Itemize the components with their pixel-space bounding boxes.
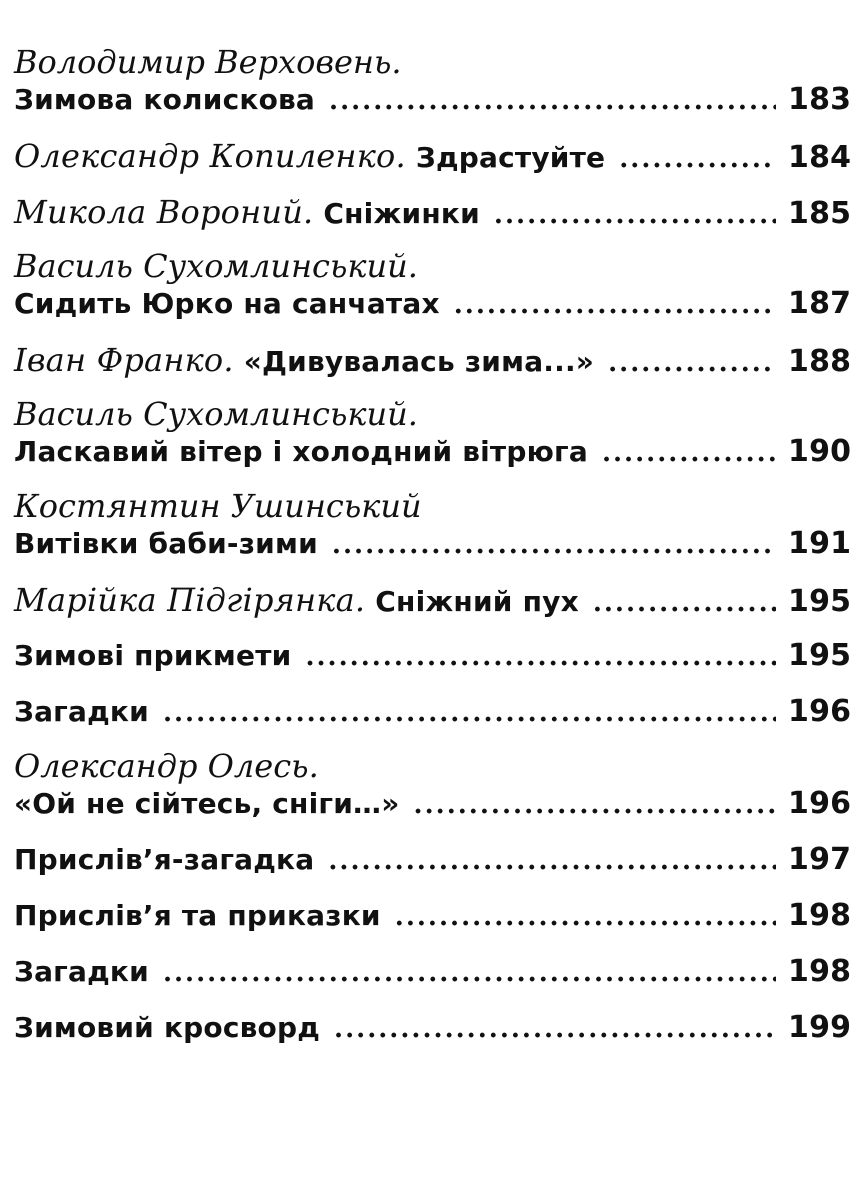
toc-entry (14, 192, 850, 232)
toc-entry (14, 248, 850, 324)
toc-title: Витівки баби-зими (14, 527, 318, 560)
toc-line (14, 580, 850, 620)
toc-line (14, 896, 850, 936)
toc-entry (14, 44, 850, 120)
toc-leader-dots (332, 525, 776, 565)
toc-line (14, 432, 850, 472)
toc-line (14, 840, 850, 880)
toc-line (14, 80, 850, 120)
toc-leader-dots (329, 81, 776, 121)
toc-line (14, 636, 850, 676)
toc-title: Сніжинки (323, 197, 480, 230)
toc-page-number: 183 (788, 82, 852, 117)
toc-page-number: 195 (788, 638, 852, 673)
toc-leader-dots (328, 841, 776, 881)
toc-leader-dots (454, 285, 776, 325)
toc-line (14, 692, 850, 732)
toc-title: Прислів’я та приказки (14, 899, 381, 932)
toc-entry (14, 748, 850, 824)
toc-entry (14, 340, 850, 380)
toc-author: Марійка Підгірянка. (14, 581, 366, 619)
toc-author: Олександр Копиленко. (14, 137, 406, 175)
toc-leader-dots (414, 785, 776, 825)
toc-title: Здрастуйте (415, 141, 606, 174)
toc-line (14, 284, 850, 324)
toc-title: Загадки (14, 695, 149, 728)
toc-line (14, 136, 850, 176)
toc-entry (14, 396, 850, 472)
toc-title: Сніжний пух (375, 585, 579, 618)
toc-line (14, 524, 850, 564)
toc-line (14, 952, 850, 992)
toc-page-number: 199 (788, 1010, 852, 1045)
toc-author: Іван Франко. (14, 341, 234, 379)
toc-page-number: 188 (788, 344, 852, 379)
toc-page-number: 185 (788, 196, 852, 231)
toc-entry (14, 580, 850, 620)
toc-title: Зимовий кросворд (14, 1011, 321, 1044)
toc-author: Василь Сухомлинський. (14, 247, 418, 285)
toc-page-number: 198 (788, 954, 852, 989)
toc-title: Прислів’я-загадка (14, 843, 315, 876)
toc-leader-dots (334, 1009, 776, 1049)
toc-author: Василь Сухомлинський. (14, 395, 418, 433)
toc-page-number: 196 (788, 694, 852, 729)
toc-author: Костянтин Ушинський (14, 487, 422, 525)
toc-page-number: 191 (788, 526, 852, 561)
toc-author: Олександр Олесь. (14, 747, 319, 785)
toc-page-number: 196 (788, 786, 852, 821)
toc-title: «Дивувалась зима...» (243, 345, 595, 378)
toc-title: Ласкавий вітер і холодний вітрюга (14, 435, 588, 468)
toc-leader-dots (494, 195, 776, 235)
toc-leader-dots (395, 897, 776, 937)
toc-entry (14, 136, 850, 176)
toc-author: Володимир Верховень. (14, 43, 402, 81)
toc-page-number: 187 (788, 286, 852, 321)
toc-title: Зимова колискова (14, 83, 316, 116)
toc-leader-dots (163, 953, 776, 993)
table-of-contents (14, 44, 850, 1064)
toc-line (14, 784, 850, 824)
toc-page-number: 195 (788, 584, 852, 619)
toc-leader-dots (608, 343, 776, 383)
toc-line (14, 192, 850, 232)
toc-leader-dots (602, 433, 776, 473)
toc-entry (14, 636, 850, 676)
toc-title: Зимові прикмети (14, 639, 292, 672)
toc-line (14, 1008, 850, 1048)
toc-title: Загадки (14, 955, 149, 988)
toc-entry (14, 840, 850, 880)
toc-leader-dots (593, 583, 776, 623)
toc-title: Сидить Юрко на санчатах (14, 287, 440, 320)
toc-page-number: 184 (788, 140, 852, 175)
toc-leader-dots (163, 693, 776, 733)
toc-page-number: 197 (788, 842, 852, 877)
toc-title: «Ой не сійтесь, сніги…» (14, 787, 400, 820)
toc-entry (14, 488, 850, 564)
toc-entry (14, 896, 850, 936)
toc-page-number: 198 (788, 898, 852, 933)
toc-entry (14, 692, 850, 732)
toc-page-number: 190 (788, 434, 852, 469)
toc-author: Микола Вороний. (14, 193, 314, 231)
toc-line (14, 340, 850, 380)
toc-entry (14, 1008, 850, 1048)
toc-leader-dots (619, 139, 776, 179)
toc-entry (14, 952, 850, 992)
toc-leader-dots (305, 637, 776, 677)
